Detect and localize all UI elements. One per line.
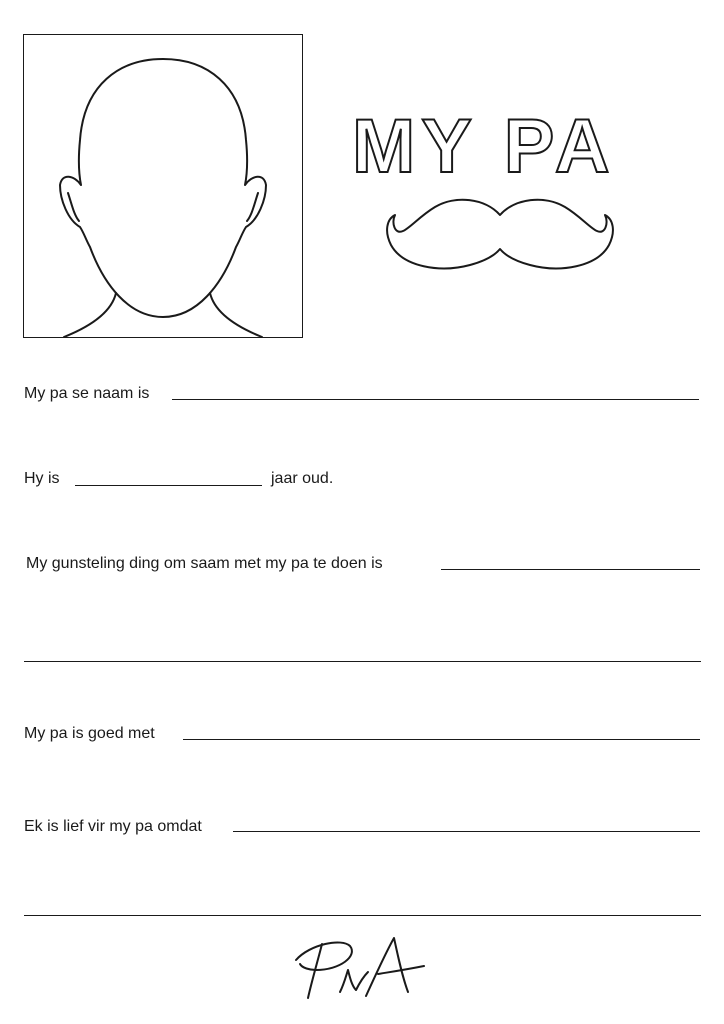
svg-text:MY PA: MY PA <box>352 105 616 180</box>
name-answer-line[interactable] <box>172 399 699 400</box>
age-answer-line[interactable] <box>75 485 262 486</box>
love-reason-answer-line[interactable] <box>233 831 700 832</box>
name-prompt: My pa se naam is <box>24 385 150 402</box>
blank-face-icon <box>24 35 302 337</box>
mustache-icon <box>385 193 615 277</box>
age-prefix: Hy is <box>24 470 60 487</box>
good-at-answer-line[interactable] <box>183 739 700 740</box>
pna-logo <box>290 930 430 1004</box>
portrait-drawing-frame <box>23 34 303 338</box>
good-at-prompt: My pa is goed met <box>24 725 155 742</box>
favourite-activity-extra-line[interactable] <box>24 661 701 662</box>
love-reason-extra-line[interactable] <box>24 915 701 916</box>
love-reason-prompt: Ek is lief vir my pa omdat <box>24 818 202 835</box>
favourite-activity-answer-line[interactable] <box>441 569 700 570</box>
worksheet-title <box>350 105 650 180</box>
favourite-activity-prompt: My gunsteling ding om saam met my pa te doen is <box>26 555 383 572</box>
age-suffix: jaar oud. <box>271 470 334 487</box>
